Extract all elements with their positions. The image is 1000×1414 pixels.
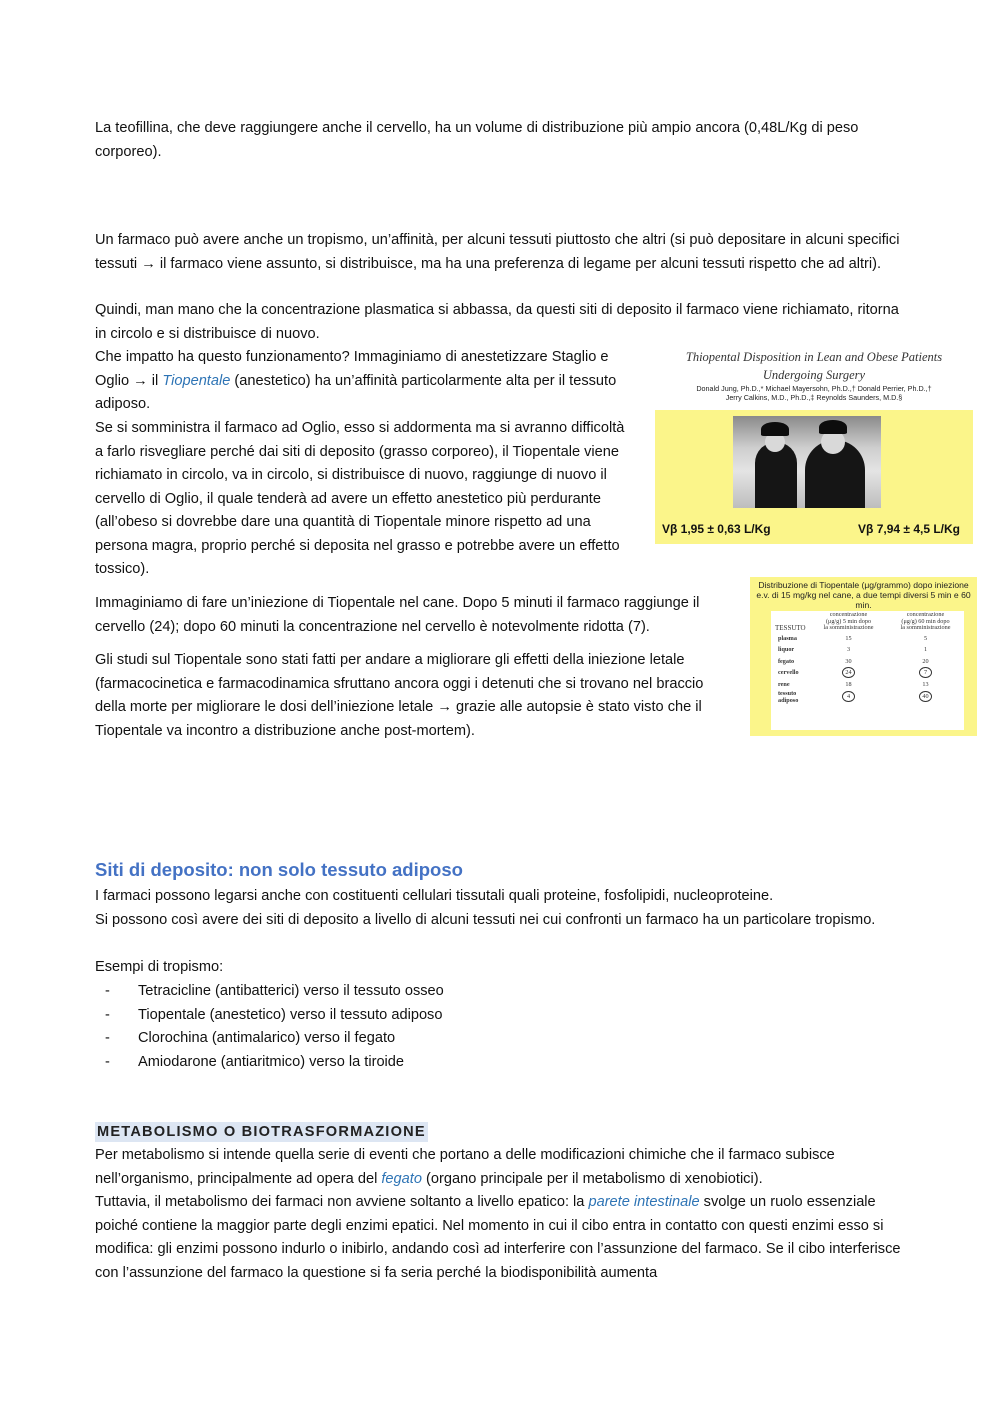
list-item <box>95 980 444 1004</box>
obese-volume-label: Vβ 7,94 ± 4,5 L/Kg <box>858 522 960 536</box>
header-60min-line3: la somministrazione <box>900 624 951 631</box>
paragraph-text: (anestetico) ha un’affinità particolarmente alta per il tessuto adiposo. <box>95 372 617 412</box>
cell-value: 20 <box>922 657 929 665</box>
table-row <box>771 633 964 645</box>
parete-intestinale-link[interactable]: parete intestinale <box>588 1194 700 1210</box>
value-5min <box>810 633 887 645</box>
lean-volume-label: Vβ 1,95 ± 0,63 L/Kg <box>662 522 771 536</box>
figure-yellow-panel <box>655 410 973 544</box>
header-60min <box>887 611 964 633</box>
paragraph-text: Che impatto ha questo funzionamento? Immaginiamo di anestetizzare Staglio e Oglio → il <box>95 349 609 389</box>
paragraph-text: Per metabolismo si intende quella serie di eventi che portano a delle modificazioni chimiche che il farmaco subisce nell’organismo, principalmente ad opera del <box>95 1147 835 1187</box>
bullet-dash: - <box>105 1006 110 1023</box>
table-row <box>771 656 964 668</box>
figure-authors-line2: Jerry Calkins, M.D., Ph.D.,‡ Reynolds Saunders, M.D.§ <box>725 393 903 402</box>
tiopentale-link[interactable]: Tiopentale <box>162 372 231 389</box>
tissue-name: fegato <box>778 657 795 665</box>
figure-authors <box>655 384 973 402</box>
header-5min-line1: concentrazione <box>829 611 868 618</box>
value-5min <box>810 679 887 691</box>
figure-title-line2: Undergoing Surgery <box>762 368 866 382</box>
cell-value: 30 <box>845 657 852 665</box>
value-60min <box>887 633 964 645</box>
value-5min <box>810 667 887 679</box>
list-item <box>95 1004 444 1028</box>
paragraph-text: Tuttavia, il metabolismo dei farmaci non avviene soltanto a livello epatico: la <box>95 1194 589 1210</box>
header-5min <box>810 611 887 633</box>
value-5min <box>810 644 887 656</box>
list-item <box>95 1051 444 1075</box>
distribution-table <box>771 611 964 730</box>
paragraph-metabolismo-def <box>95 1144 905 1191</box>
header-60min-line1: concentrazione <box>906 611 945 618</box>
paragraph-teofillina: La teofillina, che deve raggiungere anche il cervello, ha un volume di distribuzione più ampio ancora (0,48L/Kg di peso corporeo). <box>95 120 859 160</box>
thiopental-distribution-figure <box>750 577 977 736</box>
header-tessuto: TESSUTO <box>775 624 806 632</box>
list-item-text: Tetracicline (antibatterici) verso il tessuto osseo <box>138 983 444 999</box>
value-60min <box>887 656 964 668</box>
value-60min <box>887 679 964 691</box>
paragraph-richiamo: Quindi, man mano che la concentrazione plasmatica si abbassa, da questi siti di deposito il farmaco viene richiamato, ritorna in circolo e si distribuisce di nuovo. <box>95 302 899 342</box>
figure-caption: Distribuzione di Tiopentale (μg/grammo) dopo iniezione e.v. di 15 mg/kg nel cane, a due tempi diversi 5 min e 60 min. <box>756 580 971 610</box>
paragraph-siti: Si possono così avere dei siti di deposito a livello di alcuni tessuti nei cui confronti un farmaco ha un particolare tropismo. <box>95 912 876 928</box>
header-5min-line2: (μg/g) 5 min dopo <box>825 617 872 625</box>
paragraph-staglio-oglio <box>95 346 640 417</box>
list-item-text: Amiodarone (antiaritmico) verso la tiroide <box>138 1053 405 1070</box>
laurel-hardy-photo <box>733 416 881 508</box>
value-60min <box>887 667 964 679</box>
section-heading-metabolismo: METABOLISMO O BIOTRASFORMAZIONE <box>97 1124 426 1140</box>
thiopental-obese-figure <box>655 346 973 544</box>
tissue-name: liquor <box>778 646 795 653</box>
tissue-name: tessuto adiposo <box>778 690 799 704</box>
bullet-dash: - <box>105 1053 110 1070</box>
paragraph-text: svolge un ruolo essenziale poiché contiene la maggior parte degli enzimi epatici. Nel momento in cui il cibo entra in contatto con questi enzimi esso si modifica: gli enzimi possono indurlo o inibirlo, andando così ad interferire con l’assunzione del farmaco. Se il cibo interferisce con l’assunzione del farmaco la questione si fa seria perché la biodisponibilità aumenta <box>95 1194 901 1281</box>
fat-man-hat <box>819 420 847 434</box>
cell-value: 1 <box>923 646 928 653</box>
header-60min-line2: (μg/g) 60 min dopo <box>901 617 950 625</box>
cell-value: 13 <box>922 680 929 688</box>
list-item-text: Tiopentale (anestetico) verso il tessuto adiposo <box>138 1006 443 1023</box>
paragraph-parete-intestinale <box>95 1191 905 1285</box>
bullet-dash: - <box>105 983 110 999</box>
cell-value: 4 <box>842 691 855 702</box>
figure-authors-line1: Donald Jung, Ph.D.,* Michael Mayersohn, Ph.D.,† Donald Perrier, Ph.D.,† <box>696 384 932 393</box>
value-5min <box>810 656 887 668</box>
bullet-dash: - <box>105 1030 110 1046</box>
value-5min <box>810 690 887 704</box>
tissue-name: rene <box>778 680 790 688</box>
value-60min <box>887 644 964 656</box>
cell-value: 3 <box>846 646 851 653</box>
cell-value: 40 <box>919 691 932 702</box>
paragraph-esempi: Esempi di tropismo: <box>95 959 224 975</box>
table-row <box>771 644 964 656</box>
table-header-row <box>771 611 964 633</box>
figure-title-line1: Thiopental Disposition in Lean and Obese Patients <box>685 350 943 364</box>
paragraph-cane: Immaginiamo di fare un’iniezione di Tiopentale nel cane. Dopo 5 minuti il farmaco raggiunge il cervello (24); dopo 60 minuti la concentrazione nel cervello è notevolmente ridotta (7). <box>95 595 700 635</box>
value-60min <box>887 690 964 704</box>
header-5min-line3: la somministrazione <box>823 624 874 631</box>
cell-value: 15 <box>845 634 852 642</box>
paragraph-oglio-effect: Se si somministra il farmaco ad Oglio, esso si addormenta ma si avranno difficoltà a farlo risvegliare perché dai siti di deposito (grasso corporeo), il Tiopentale viene richiamato in circolo, va in circolo, si distribuisce di nuovo, raggiunge di nuovo il cervello di Oglio, il quale tenderà ad avere un effetto anestetico più perdurante (all’obeso si dovrebbe dare una quantità di Tiopentale minore rispetto ad una persona magra, proprio perché si deposita nel grasso e potrebbe avere un effetto tossico). <box>95 420 625 577</box>
thin-man-hat <box>761 422 789 436</box>
list-item-text: Clorochina (antimalarico) verso il fegato <box>138 1030 396 1046</box>
list-item <box>95 1027 444 1051</box>
figure-header <box>655 346 973 410</box>
cell-value: 5 <box>923 634 928 642</box>
tissue-name: cervello <box>778 669 799 676</box>
fegato-link[interactable]: fegato <box>381 1170 422 1187</box>
cell-value: 18 <box>845 680 852 688</box>
paragraph-text: (organo principale per il metabolismo di xenobiotici). <box>421 1170 763 1187</box>
tropism-list <box>95 980 444 1074</box>
table-row <box>771 679 964 691</box>
table-row <box>771 690 964 704</box>
figure-title <box>655 346 973 384</box>
tissue-name: plasma <box>778 634 797 642</box>
paragraph-tropismo: Un farmaco può avere anche un tropismo, un’affinità, per alcuni tessuti piuttosto che altri (si può depositare in alcuni specifici tessuti → il farmaco viene assunto, si distribuisce, ma ha una preferenza di legame per alcuni tessuti rispetto che ad altri). <box>95 232 900 272</box>
table-row <box>771 667 964 679</box>
paragraph-legami: I farmaci possono legarsi anche con costituenti cellulari tissutali quali proteine, fosfolipidi, nucleoproteine. <box>95 888 774 904</box>
cell-value: 24 <box>842 667 855 678</box>
cell-value: 7 <box>919 667 932 678</box>
paragraph-iniezione-letale: Gli studi sul Tiopentale sono stati fatti per andare a migliorare gli effetti della iniezione letale (farmacocinetica e farmacodinamica sfruttano ancora oggi i detenuti che si trovano nel braccio della morte per migliorare le dosi dell’iniezione letale → grazie alle autopsie è stato visto che il Tiopentale va incontro a distribuzione anche post-mortem). <box>95 652 704 739</box>
section-heading-deposito: Siti di deposito: non solo tessuto adiposo <box>95 859 463 880</box>
